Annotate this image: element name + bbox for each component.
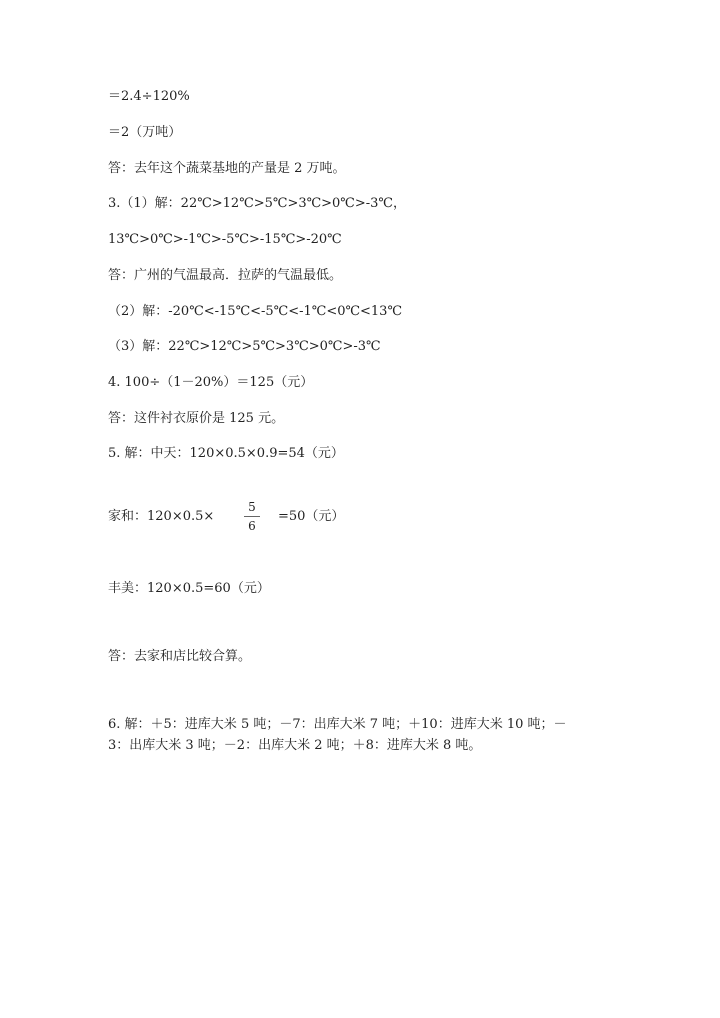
fraction-bar [244, 516, 260, 517]
q3-part3-line: （3）解：22℃>12℃>5℃>3℃>0℃>-3℃ [108, 339, 381, 354]
answer-line-q3: 答：广州的气温最高．拉萨的气温最低。 [108, 268, 343, 283]
q3-part1-line: 3.（1）解：22℃>12℃>5℃>3℃>0℃>-3℃， [108, 196, 406, 211]
q4-line: 4. 100÷（1－20%）＝125（元） [108, 375, 314, 390]
q3-part1-line-cont: 13℃>0℃>-1℃>-5℃>-15℃>-20℃ [108, 232, 342, 247]
q5-zhongtian-line: 5. 解：中天：120×0.5×0.9=54（元） [108, 446, 344, 461]
fraction-five-sixths [244, 500, 260, 533]
q5-fengmei-line: 丰美：120×0.5=60（元） [108, 581, 270, 596]
q5-jiahe-line-left: 家和：120×0.5× [108, 509, 215, 524]
calc-line-1: ＝2.4÷120% [108, 89, 190, 104]
q5-jiahe-line-right: =50（元） [278, 509, 345, 524]
q3-part2-line: （2）解：-20℃<-15℃<-5℃<-1℃<0℃<13℃ [108, 304, 402, 319]
answer-line-q5: 答：去家和店比较合算。 [108, 649, 252, 664]
q6-line-1: 6. 解：＋5：进库大米 5 吨；－7：出库大米 7 吨；＋10：进库大米 10 吨；－ [108, 717, 567, 732]
answer-line-1: 答：去年这个蔬菜基地的产量是 2 万吨。 [108, 161, 346, 176]
fraction-denominator: 6 [248, 519, 256, 533]
answer-line-q4: 答：这件衬衣原价是 125 元。 [108, 411, 285, 426]
fraction-numerator: 5 [248, 500, 256, 514]
q6-line-2: 3：出库大米 3 吨；－2：出库大米 2 吨；＋8：进库大米 8 吨。 [108, 738, 482, 753]
calc-line-2: ＝2（万吨） [108, 125, 182, 140]
